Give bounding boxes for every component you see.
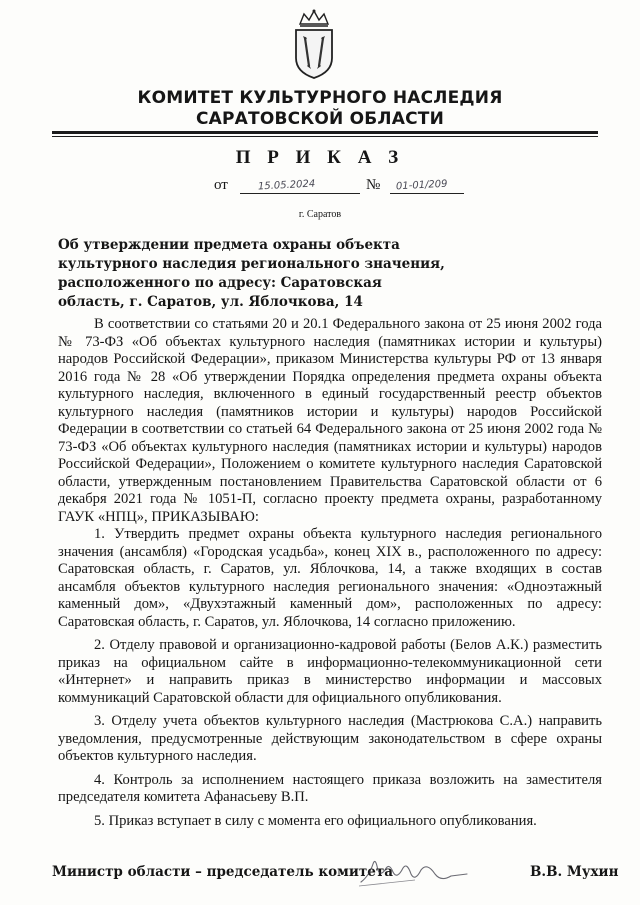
- org-line-1: КОМИТЕТ КУЛЬТУРНОГО НАСЛЕДИЯ: [137, 88, 503, 108]
- signatory-position: Министр области – председатель комитета: [52, 864, 393, 880]
- subject-line: расположенного по адресу: Саратовская: [58, 275, 382, 291]
- subject-line: область, г. Саратов, ул. Яблочкова, 14: [58, 294, 363, 310]
- organization-name: [120, 88, 520, 130]
- order-item-4: 4. Контроль за исполнением настоящего приказа возложить на заместителя председателя комитета Афанасьеву В.П.: [58, 771, 602, 805]
- order-item-2: 2. Отделу правовой и организационно-кадровой работы (Белов А.К.) разместить приказ на официальном сайте в информационно-телекоммуникационной сети «Интернет» и направить приказ в министерство информации и массовых коммуникаций Саратовской области для официального опубликования.: [58, 637, 602, 706]
- order-item-5: 5. Приказ вступает в силу с момента его официального опубликования.: [94, 812, 537, 829]
- subject-line: культурного наследия регионального значения,: [58, 256, 445, 272]
- city-label: г. Саратов: [298, 209, 342, 220]
- handwritten-date: 15.05.2024: [257, 178, 316, 193]
- order-item-1: 1. Утвердить предмет охраны объекта культурного наследия регионального значения (ансамбля) «Городская усадьба», конец XIX в., расположенного по адресу: Саратовская область, г. Саратов, ул. Яблочкова, 14, а также входящих в состав ансамбля объектов культурного наследия регионального значения: «Одноэтажный каменный дом», «Двухэтажный каменный дом», расположенных по адресу: Саратовская область, г. Саратов, ул. Яблочкова, 14 согласно приложению.: [58, 526, 602, 630]
- signatory-name: В.В. Мухин: [530, 864, 619, 880]
- header-divider-thick: [52, 131, 598, 134]
- date-from-label: от: [214, 177, 228, 193]
- order-body: [58, 316, 602, 830]
- handwritten-number: 01-01/209: [395, 178, 448, 193]
- saratov-coat-of-arms-icon: [288, 8, 340, 80]
- number-label: №: [366, 177, 381, 193]
- header-divider-thin: [52, 136, 598, 137]
- order-title: П Р И К А З: [235, 147, 405, 168]
- preamble-paragraph: В соответствии со статьями 20 и 20.1 Федерального закона от 25 июня 2002 года № 73-ФЗ «Об объектах культурного наследия (памятниках истории и культуры) народов Российской Федерации», приказом Министерства культуры РФ от 13 января 2016 года № 28 «Об утверждении Порядка определения предмета охраны объекта культурного наследия, включенного в единый государственный реестр объектов культурного наследия (памятников истории и культуры) народов Российской Федерации в соответствии со статьей 64 Федерального закона от 25 июня 2002 года № 73-ФЗ «Об объектах культурного наследия (памятниках истории и культуры) народов Российской Федерации», Положением о комитете культурного наследия Саратовской области, утвержденным постановлением Правительства Саратовской области от 6 декабря 2021 года № 1051-П, согласно проекту предмета охраны, разработанному ГАУК «НПЦ», ПРИКАЗЫВАЮ:: [58, 316, 602, 525]
- handwritten-signature-icon: [355, 852, 475, 892]
- order-subject: [58, 236, 445, 312]
- subject-line: Об утверждении предмета охраны объекта: [58, 237, 400, 253]
- order-item-3: 3. Отделу учета объектов культурного наследия (Мастрюкова С.А.) направить уведомления, предусмотренные действующим законодательством в сфере охраны объектов культурного наследия.: [58, 713, 602, 764]
- org-line-2: САРАТОВСКОЙ ОБЛАСТИ: [195, 109, 444, 129]
